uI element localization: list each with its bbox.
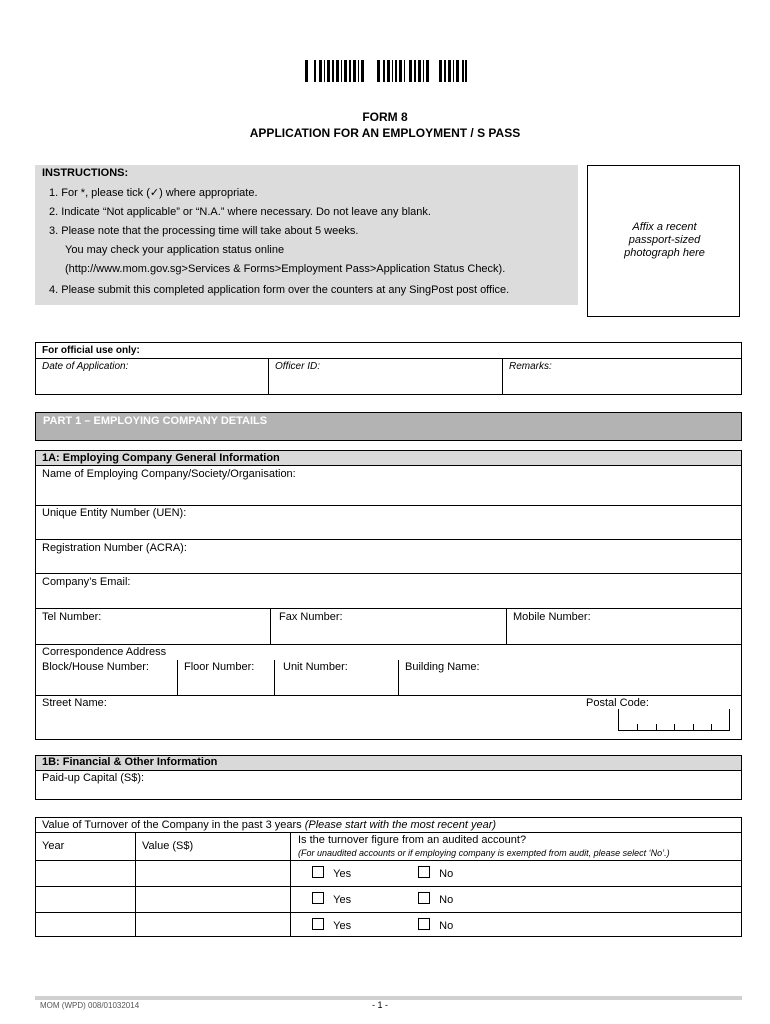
block-field[interactable]: Block/House Number:: [42, 661, 149, 673]
floor-field[interactable]: Floor Number:: [184, 661, 255, 673]
checkbox-icon[interactable]: [418, 892, 430, 904]
official-heading: For official use only:: [42, 345, 140, 356]
instruction-item: 4. Please submit this completed application form over the counters at any SingPost post office.: [49, 284, 510, 296]
section-1a: [35, 450, 742, 740]
mobile-field[interactable]: Mobile Number:: [513, 611, 591, 623]
remarks-field[interactable]: Remarks:: [509, 361, 552, 372]
turnover-title-note: (Please start with the most recent year): [304, 819, 497, 831]
checkbox-icon[interactable]: [312, 866, 324, 878]
photo-line2: passport-sized: [628, 234, 701, 246]
building-field[interactable]: Building Name:: [405, 661, 480, 673]
col-year: Year: [42, 840, 65, 852]
photo-line1: Affix a recent: [632, 221, 697, 233]
tel-field[interactable]: Tel Number:: [42, 611, 102, 623]
paid-up-capital-field[interactable]: Paid-up Capital (S$):: [42, 772, 145, 784]
col-audited-note: (For unaudited accounts or if employing company is exempted from audit, please select ‘No’.): [298, 848, 670, 858]
uen-field[interactable]: Unique Entity Number (UEN):: [42, 507, 187, 519]
date-of-application-field[interactable]: Date of Application:: [42, 361, 129, 372]
audited-yes-option[interactable]: Yes: [312, 866, 351, 880]
instruction-item: 2. Indicate “Not applicable” or “N.A.” where necessary. Do not leave any blank.: [49, 206, 431, 218]
instruction-item: 3. Please note that the processing time will take about 5 weeks.: [49, 225, 359, 237]
acra-field[interactable]: Registration Number (ACRA):: [42, 542, 187, 554]
street-field[interactable]: Street Name:: [42, 697, 107, 709]
audited-yes-option[interactable]: Yes: [312, 918, 351, 932]
section-1b-heading: 1B: Financial & Other Information: [42, 756, 218, 768]
instruction-item: (http://www.mom.gov.sg>Services & Forms>Employment Pass>Application Status Check).: [65, 263, 506, 275]
instructions-heading: INSTRUCTIONS:: [42, 167, 129, 179]
checkbox-icon[interactable]: [418, 918, 430, 930]
checkbox-icon[interactable]: [312, 918, 324, 930]
fax-field[interactable]: Fax Number:: [279, 611, 343, 623]
section-1a-heading: 1A: Employing Company General Information: [42, 452, 280, 464]
checkbox-icon[interactable]: [312, 892, 324, 904]
instructions-box: [35, 165, 578, 305]
correspondence-address-label: Correspondence Address: [42, 646, 167, 658]
instruction-item: You may check your application status online: [65, 244, 285, 256]
part1-heading-bar: [35, 412, 742, 441]
section-1b: [35, 755, 742, 800]
audited-no-option[interactable]: No: [418, 892, 453, 906]
photo-box: [587, 165, 740, 317]
official-use-box: [35, 342, 742, 395]
officer-id-field[interactable]: Officer ID:: [275, 361, 321, 372]
audited-yes-option[interactable]: Yes: [312, 892, 351, 906]
instruction-item: 1. For *, please tick (✓) where appropriate.: [49, 187, 258, 199]
form-title: APPLICATION FOR AN EMPLOYMENT / S PASS: [249, 126, 521, 140]
audited-no-option[interactable]: No: [418, 866, 453, 880]
photo-line3: photograph here: [624, 247, 705, 259]
unit-field[interactable]: Unit Number:: [283, 661, 348, 673]
form-number: FORM 8: [362, 110, 408, 124]
audited-no-option[interactable]: No: [418, 918, 453, 932]
footer-divider: [35, 996, 742, 1000]
barcode: [305, 60, 467, 82]
checkbox-icon[interactable]: [418, 866, 430, 878]
postal-code-input[interactable]: [618, 709, 730, 731]
postal-code-label: Postal Code:: [586, 697, 649, 709]
turnover-table: [35, 817, 742, 937]
col-value: Value (S$): [142, 840, 194, 852]
form-code: MOM (WPD) 008/01032014: [40, 1001, 140, 1010]
col-audited: Is the turnover figure from an audited account?: [298, 834, 527, 846]
part1-heading: PART 1 – EMPLOYING COMPANY DETAILS: [43, 415, 268, 427]
page-number: - 1 -: [372, 1000, 389, 1010]
company-name-field[interactable]: Name of Employing Company/Society/Organisation:: [42, 468, 296, 480]
email-field[interactable]: Company’s Email:: [42, 576, 131, 588]
turnover-title: Value of Turnover of the Company in the past 3 years (Please start with the most recent year): [42, 819, 497, 831]
